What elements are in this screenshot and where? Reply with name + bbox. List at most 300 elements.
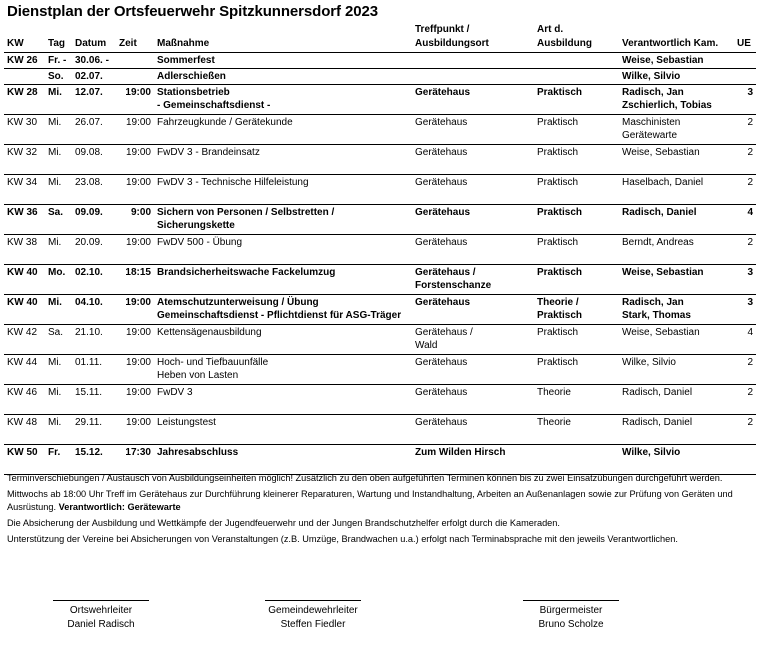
cell-tag-line1: Sa. <box>48 327 64 338</box>
cell-kw-line1: KW 46 <box>7 387 38 398</box>
cell-verantwortlich-line2: Stark, Thomas <box>622 310 691 321</box>
cell-massnahme-line2: Sicherungskette <box>157 220 235 231</box>
cell-massnahme <box>154 385 412 415</box>
cell-art-line1: Praktisch <box>537 87 583 98</box>
signature-role: Bürgermeister <box>539 605 603 616</box>
cell-zeit-line1: 19:00 <box>125 297 151 308</box>
cell-art <box>534 115 619 145</box>
cell-ort <box>412 145 534 175</box>
cell-art <box>534 145 619 175</box>
cell-ort-line1: Gerätehaus <box>415 387 468 398</box>
cell-kw <box>4 415 45 445</box>
cell-ue <box>734 53 756 69</box>
cell-massnahme-line1: Brandsicherheitswache Fackelumzug <box>157 267 336 278</box>
table-row <box>4 175 756 205</box>
cell-ue <box>734 175 756 205</box>
cell-massnahme-line1: FwDV 3 <box>157 387 193 398</box>
cell-massnahme-line1: Kettensägenausbildung <box>157 327 262 338</box>
cell-datum <box>72 445 116 475</box>
cell-art-line1: Theorie <box>537 387 571 398</box>
cell-verantwortlich-line2: Zschierlich, Tobias <box>622 100 712 111</box>
cell-ue-line1: 2 <box>747 357 753 368</box>
cell-kw <box>4 295 45 325</box>
cell-massnahme <box>154 205 412 235</box>
header-treffpunkt-line1: Treffpunkt / <box>415 24 470 35</box>
cell-zeit-line1: 19:00 <box>125 117 151 128</box>
cell-massnahme <box>154 445 412 475</box>
cell-ue-line1: 2 <box>747 237 753 248</box>
cell-massnahme <box>154 415 412 445</box>
cell-massnahme <box>154 235 412 265</box>
cell-tag-line1: So. <box>48 71 64 82</box>
cell-kw-line1: KW 38 <box>7 237 38 248</box>
cell-zeit <box>116 85 154 115</box>
signature-gemeindewehrleiter <box>243 600 383 632</box>
cell-tag <box>45 265 72 295</box>
cell-art <box>534 445 619 475</box>
cell-tag <box>45 69 72 85</box>
cell-kw-line1: KW 40 <box>7 267 38 278</box>
cell-zeit <box>116 295 154 325</box>
cell-ort-line1: Gerätehaus <box>415 207 471 218</box>
header-zeit: Zeit <box>119 38 137 49</box>
cell-ue-line1: 3 <box>747 267 753 278</box>
cell-datum-line1: 20.09. <box>75 237 103 248</box>
cell-verantwortlich-line1: Haselbach, Daniel <box>622 177 704 188</box>
cell-kw <box>4 445 45 475</box>
cell-datum <box>72 205 116 235</box>
cell-verantwortlich-line2: Gerätewarte <box>622 130 678 141</box>
cell-art <box>534 265 619 295</box>
cell-verantwortlich-line1: Weise, Sebastian <box>622 267 704 278</box>
cell-massnahme-line1: Fahrzeugkunde / Gerätekunde <box>157 117 293 128</box>
cell-massnahme-line1: Jahresabschluss <box>157 447 239 458</box>
cell-kw <box>4 85 45 115</box>
cell-datum-line1: 01.11. <box>75 357 103 368</box>
cell-verantwortlich <box>619 205 734 235</box>
cell-art-line1: Praktisch <box>537 207 583 218</box>
cell-verantwortlich <box>619 235 734 265</box>
cell-datum-line1: 02.10. <box>75 267 103 278</box>
cell-zeit <box>116 325 154 355</box>
header-art-line2: Ausbildung <box>537 38 592 49</box>
cell-verantwortlich <box>619 325 734 355</box>
cell-kw <box>4 235 45 265</box>
cell-datum-line1: 29.11. <box>75 417 103 428</box>
cell-tag-line1: Sa. <box>48 207 64 218</box>
cell-ue-line1: 4 <box>747 327 753 338</box>
cell-art <box>534 53 619 69</box>
cell-zeit <box>116 69 154 85</box>
cell-massnahme <box>154 69 412 85</box>
cell-verantwortlich-line1: Wilke, Silvio <box>622 357 676 368</box>
cell-verantwortlich-line1: Radisch, Daniel <box>622 387 693 398</box>
cell-art-line1: Theorie / <box>537 297 579 308</box>
cell-art-line1: Theorie <box>537 417 571 428</box>
cell-datum <box>72 115 116 145</box>
cell-tag-line1: Mi. <box>48 417 62 428</box>
cell-datum-line1: 15.11. <box>75 387 103 398</box>
cell-ort <box>412 355 534 385</box>
cell-ort-line1: Gerätehaus <box>415 237 468 248</box>
cell-kw-line1: KW 32 <box>7 147 38 158</box>
cell-zeit-line1: 19:00 <box>125 387 151 398</box>
table-row <box>4 115 756 145</box>
cell-verantwortlich <box>619 445 734 475</box>
cell-zeit-line1: 17:30 <box>125 447 151 458</box>
table-row <box>4 295 756 325</box>
cell-ue-line1: 2 <box>747 177 753 188</box>
cell-tag <box>45 115 72 145</box>
signature-role: Ortswehrleiter <box>69 605 133 616</box>
cell-ue <box>734 85 756 115</box>
cell-art-line1: Praktisch <box>537 177 579 188</box>
cell-verantwortlich-line1: Weise, Sebastian <box>622 55 704 66</box>
cell-ue <box>734 145 756 175</box>
cell-verantwortlich-line1: Radisch, Daniel <box>622 207 697 218</box>
table-row <box>4 445 756 475</box>
cell-datum-line1: 30.06. - <box>75 55 109 66</box>
cell-zeit-line1: 19:00 <box>125 237 151 248</box>
cell-kw <box>4 325 45 355</box>
cell-datum <box>72 385 116 415</box>
cell-massnahme-line1: Atemschutzunterweisung / Übung <box>157 297 319 308</box>
cell-ue-line1: 4 <box>747 207 753 218</box>
cell-art <box>534 295 619 325</box>
signature-line <box>265 600 361 601</box>
cell-datum-line1: 02.07. <box>75 71 103 82</box>
header-treffpunkt <box>415 23 489 51</box>
note-wednesday-text: Mittwochs ab 18:00 Uhr Treff im Gerätehaus zur Durchführung kleinerer Reparaturen, Wartung und Instandhaltung, Arbeiten an Außenanlagen sowie zur Prüfung von Geräten und Ausrüstung. <box>7 489 733 512</box>
cell-ort <box>412 53 534 69</box>
cell-art-line1: Praktisch <box>537 117 579 128</box>
cell-kw-line1: KW 44 <box>7 357 38 368</box>
cell-kw <box>4 355 45 385</box>
cell-zeit <box>116 205 154 235</box>
cell-ort <box>412 325 534 355</box>
cell-ort-line1: Gerätehaus <box>415 87 471 98</box>
cell-zeit <box>116 265 154 295</box>
cell-massnahme-line1: FwDV 3 - Technische Hilfeleistung <box>157 177 309 188</box>
cell-datum <box>72 415 116 445</box>
cell-ue-line1: 3 <box>747 87 753 98</box>
cell-ue <box>734 235 756 265</box>
cell-kw-line1: KW 48 <box>7 417 38 428</box>
cell-ue-line1: 3 <box>747 297 753 308</box>
cell-tag <box>45 355 72 385</box>
cell-ue <box>734 415 756 445</box>
cell-art <box>534 235 619 265</box>
cell-tag-line1: Fr. <box>48 447 61 458</box>
cell-massnahme-line1: FwDV 500 - Übung <box>157 237 243 248</box>
cell-tag-line1: Mi. <box>48 87 62 98</box>
cell-zeit <box>116 145 154 175</box>
cell-massnahme-line1: Sommerfest <box>157 55 215 66</box>
cell-art-line1: Praktisch <box>537 237 579 248</box>
cell-kw-line1: KW 26 <box>7 55 38 66</box>
cell-ue <box>734 69 756 85</box>
cell-verantwortlich-line1: Radisch, Daniel <box>622 417 693 428</box>
cell-art <box>534 175 619 205</box>
cell-tag <box>45 415 72 445</box>
table-row <box>4 85 756 115</box>
cell-tag <box>45 85 72 115</box>
cell-kw <box>4 385 45 415</box>
cell-art-line2: Praktisch <box>537 310 583 321</box>
cell-datum-line1: 23.08. <box>75 177 103 188</box>
cell-ort <box>412 115 534 145</box>
cell-ue <box>734 205 756 235</box>
cell-tag-line1: Mi. <box>48 387 62 398</box>
table-row <box>4 355 756 385</box>
cell-tag-line1: Mi. <box>48 237 62 248</box>
cell-ue <box>734 385 756 415</box>
cell-tag-line1: Mi. <box>48 117 62 128</box>
cell-tag <box>45 53 72 69</box>
page-title: Dienstplan der Ortsfeuerwehr Spitzkunnersdorf 2023 <box>7 3 378 20</box>
note-responsible: Verantwortlich: Gerätewarte <box>58 502 181 512</box>
cell-zeit <box>116 53 154 69</box>
cell-zeit-line1: 19:00 <box>125 147 151 158</box>
table-row <box>4 53 756 69</box>
cell-ue <box>734 115 756 145</box>
cell-verantwortlich-line1: Maschinisten <box>622 117 681 128</box>
cell-zeit-line1: 19:00 <box>125 327 151 338</box>
cell-datum <box>72 265 116 295</box>
cell-ort-line1: Gerätehaus / <box>415 267 476 278</box>
cell-ue-line1: 2 <box>747 417 753 428</box>
cell-ort <box>412 385 534 415</box>
table-row <box>4 205 756 235</box>
cell-massnahme-line1: Leistungstest <box>157 417 216 428</box>
cell-tag <box>45 325 72 355</box>
cell-zeit <box>116 385 154 415</box>
header-tag: Tag <box>48 38 66 49</box>
cell-kw <box>4 145 45 175</box>
cell-zeit <box>116 415 154 445</box>
cell-ort-line1: Gerätehaus / <box>415 327 473 338</box>
cell-kw-line1: KW 42 <box>7 327 38 338</box>
cell-zeit <box>116 175 154 205</box>
cell-verantwortlich-line1: Radisch, Jan <box>622 87 684 98</box>
cell-tag <box>45 235 72 265</box>
cell-verantwortlich <box>619 53 734 69</box>
cell-verantwortlich-line1: Berndt, Andreas <box>622 237 694 248</box>
header-treffpunkt-line2: Ausbildungsort <box>415 38 489 49</box>
cell-ort <box>412 235 534 265</box>
signature-role: Gemeindewehrleiter <box>268 605 358 616</box>
cell-massnahme-line2: Heben von Lasten <box>157 370 239 381</box>
cell-zeit <box>116 115 154 145</box>
cell-ue-line1: 2 <box>747 387 753 398</box>
note-wednesday-maintenance <box>7 488 752 514</box>
cell-massnahme-line2: - Gemeinschaftsdienst - <box>157 100 271 111</box>
table-row <box>4 325 756 355</box>
cell-art <box>534 69 619 85</box>
cell-massnahme-line1: Stationsbetrieb <box>157 87 230 98</box>
cell-ort <box>412 69 534 85</box>
signature-ortswehrleiter <box>31 600 171 632</box>
cell-ue <box>734 295 756 325</box>
cell-art <box>534 385 619 415</box>
cell-datum <box>72 175 116 205</box>
cell-ort <box>412 445 534 475</box>
cell-kw-line1: KW 50 <box>7 447 38 458</box>
cell-massnahme <box>154 295 412 325</box>
cell-datum <box>72 53 116 69</box>
cell-verantwortlich <box>619 385 734 415</box>
note-rescheduling: Terminverschiebungen / Austausch von Ausbildungseinheiten möglich! Zusätzlich zu den oben aufgeführten Terminen können bis zu zwei Einsatzübungen durchgeführt werden. <box>7 473 723 483</box>
cell-kw-line1: KW 36 <box>7 207 38 218</box>
cell-ue <box>734 325 756 355</box>
cell-ort-line2: Wald <box>415 340 438 351</box>
cell-art <box>534 325 619 355</box>
table-row <box>4 235 756 265</box>
cell-massnahme <box>154 53 412 69</box>
cell-verantwortlich <box>619 265 734 295</box>
cell-massnahme-line1: Adlerschießen <box>157 71 226 82</box>
cell-tag-line1: Mi. <box>48 177 62 188</box>
cell-verantwortlich <box>619 69 734 85</box>
cell-art <box>534 355 619 385</box>
cell-tag-line1: Mi. <box>48 147 62 158</box>
cell-tag-line1: Mi. <box>48 357 62 368</box>
cell-datum <box>72 355 116 385</box>
cell-kw <box>4 175 45 205</box>
cell-tag <box>45 445 72 475</box>
header-ue: UE <box>737 38 751 49</box>
cell-massnahme-line1: FwDV 3 - Brandeinsatz <box>157 147 260 158</box>
notes <box>7 472 752 549</box>
cell-verantwortlich <box>619 175 734 205</box>
cell-ort <box>412 295 534 325</box>
cell-tag <box>45 295 72 325</box>
cell-ort-line1: Gerätehaus <box>415 297 471 308</box>
header-kw: KW <box>7 38 24 49</box>
header-datum: Datum <box>75 38 107 49</box>
cell-zeit-line1: 19:00 <box>125 417 151 428</box>
cell-massnahme <box>154 325 412 355</box>
header-art-line1: Art d. <box>537 24 564 35</box>
cell-verantwortlich-line1: Weise, Sebastian <box>622 147 700 158</box>
cell-verantwortlich-line1: Radisch, Jan <box>622 297 684 308</box>
cell-tag-line1: Mi. <box>48 297 62 308</box>
cell-verantwortlich-line1: Wilke, Silvio <box>622 447 681 458</box>
cell-ort-line1: Gerätehaus <box>415 117 468 128</box>
cell-massnahme-line2: Gemeinschaftsdienst - Pflichtdienst für ASG-Träger <box>157 310 402 321</box>
cell-massnahme <box>154 265 412 295</box>
table-row <box>4 145 756 175</box>
cell-kw <box>4 69 45 85</box>
cell-tag <box>45 175 72 205</box>
cell-massnahme <box>154 115 412 145</box>
cell-kw <box>4 265 45 295</box>
cell-zeit-line1: 9:00 <box>130 207 151 218</box>
cell-verantwortlich <box>619 415 734 445</box>
cell-art-line1: Praktisch <box>537 267 583 278</box>
cell-ort <box>412 85 534 115</box>
cell-datum-line1: 26.07. <box>75 117 103 128</box>
cell-datum <box>72 295 116 325</box>
note-youth: Die Absicherung der Ausbildung und Wettkämpfe der Jugendfeuerwehr und der Jungen Brandschutzhelfer erfolgt durch die Kameraden. <box>7 518 560 528</box>
cell-tag-line1: Fr. - <box>48 55 67 66</box>
cell-ue <box>734 265 756 295</box>
cell-verantwortlich <box>619 145 734 175</box>
cell-datum-line1: 09.08. <box>75 147 103 158</box>
cell-ort-line1: Gerätehaus <box>415 417 468 428</box>
cell-tag-line1: Mo. <box>48 267 66 278</box>
cell-art <box>534 415 619 445</box>
cell-kw-line1: KW 28 <box>7 87 38 98</box>
cell-kw-line1: KW 30 <box>7 117 38 128</box>
cell-datum <box>72 145 116 175</box>
cell-ue <box>734 445 756 475</box>
cell-art-line1: Praktisch <box>537 327 579 338</box>
header-verantwortlich: Verantwortlich Kam. <box>622 38 719 49</box>
cell-verantwortlich <box>619 85 734 115</box>
cell-verantwortlich <box>619 355 734 385</box>
cell-ort-line1: Zum Wilden Hirsch <box>415 447 506 458</box>
cell-massnahme-line1: Hoch- und Tiefbauunfälle <box>157 357 269 368</box>
cell-zeit-line1: 19:00 <box>125 87 151 98</box>
cell-ort <box>412 415 534 445</box>
signature-line <box>53 600 149 601</box>
cell-datum-line1: 15.12. <box>75 447 103 458</box>
table-row <box>4 69 756 85</box>
cell-datum-line1: 12.07. <box>75 87 103 98</box>
cell-kw <box>4 115 45 145</box>
cell-zeit-line1: 19:00 <box>125 177 151 188</box>
signature-line <box>523 600 619 601</box>
cell-art-line1: Praktisch <box>537 357 579 368</box>
cell-art <box>534 205 619 235</box>
cell-datum-line1: 04.10. <box>75 297 103 308</box>
cell-datum <box>72 235 116 265</box>
cell-zeit-line1: 18:15 <box>125 267 151 278</box>
cell-ue-line1: 2 <box>747 117 753 128</box>
signature-name: Steffen Fiedler <box>280 619 346 630</box>
cell-tag <box>45 205 72 235</box>
cell-massnahme <box>154 175 412 205</box>
cell-massnahme <box>154 355 412 385</box>
cell-datum-line1: 09.09. <box>75 207 103 218</box>
cell-verantwortlich <box>619 115 734 145</box>
cell-art <box>534 85 619 115</box>
cell-datum <box>72 325 116 355</box>
cell-zeit-line1: 19:00 <box>125 357 151 368</box>
cell-zeit <box>116 355 154 385</box>
cell-massnahme <box>154 85 412 115</box>
table-row <box>4 265 756 295</box>
cell-ort-line1: Gerätehaus <box>415 147 468 158</box>
signature-name: Daniel Radisch <box>67 619 135 630</box>
cell-tag <box>45 385 72 415</box>
cell-ort-line1: Gerätehaus <box>415 357 468 368</box>
cell-kw <box>4 205 45 235</box>
cell-art-line1: Praktisch <box>537 147 579 158</box>
cell-kw <box>4 53 45 69</box>
cell-verantwortlich-line1: Weise, Sebastian <box>622 327 700 338</box>
cell-zeit <box>116 235 154 265</box>
header-massnahme: Maßnahme <box>157 38 210 49</box>
note-clubs: Unterstützung der Vereine bei Absicherungen von Veranstaltungen (z.B. Umzüge, Brandwachen u.a.) erfolgt nach Terminabsprache mit den jeweils Verantwortlichen. <box>7 534 678 544</box>
cell-ort <box>412 265 534 295</box>
signature-name: Bruno Scholze <box>538 619 604 630</box>
cell-kw-line1: KW 34 <box>7 177 38 188</box>
table-row <box>4 385 756 415</box>
cell-datum-line1: 21.10. <box>75 327 103 338</box>
header-art <box>537 23 592 51</box>
